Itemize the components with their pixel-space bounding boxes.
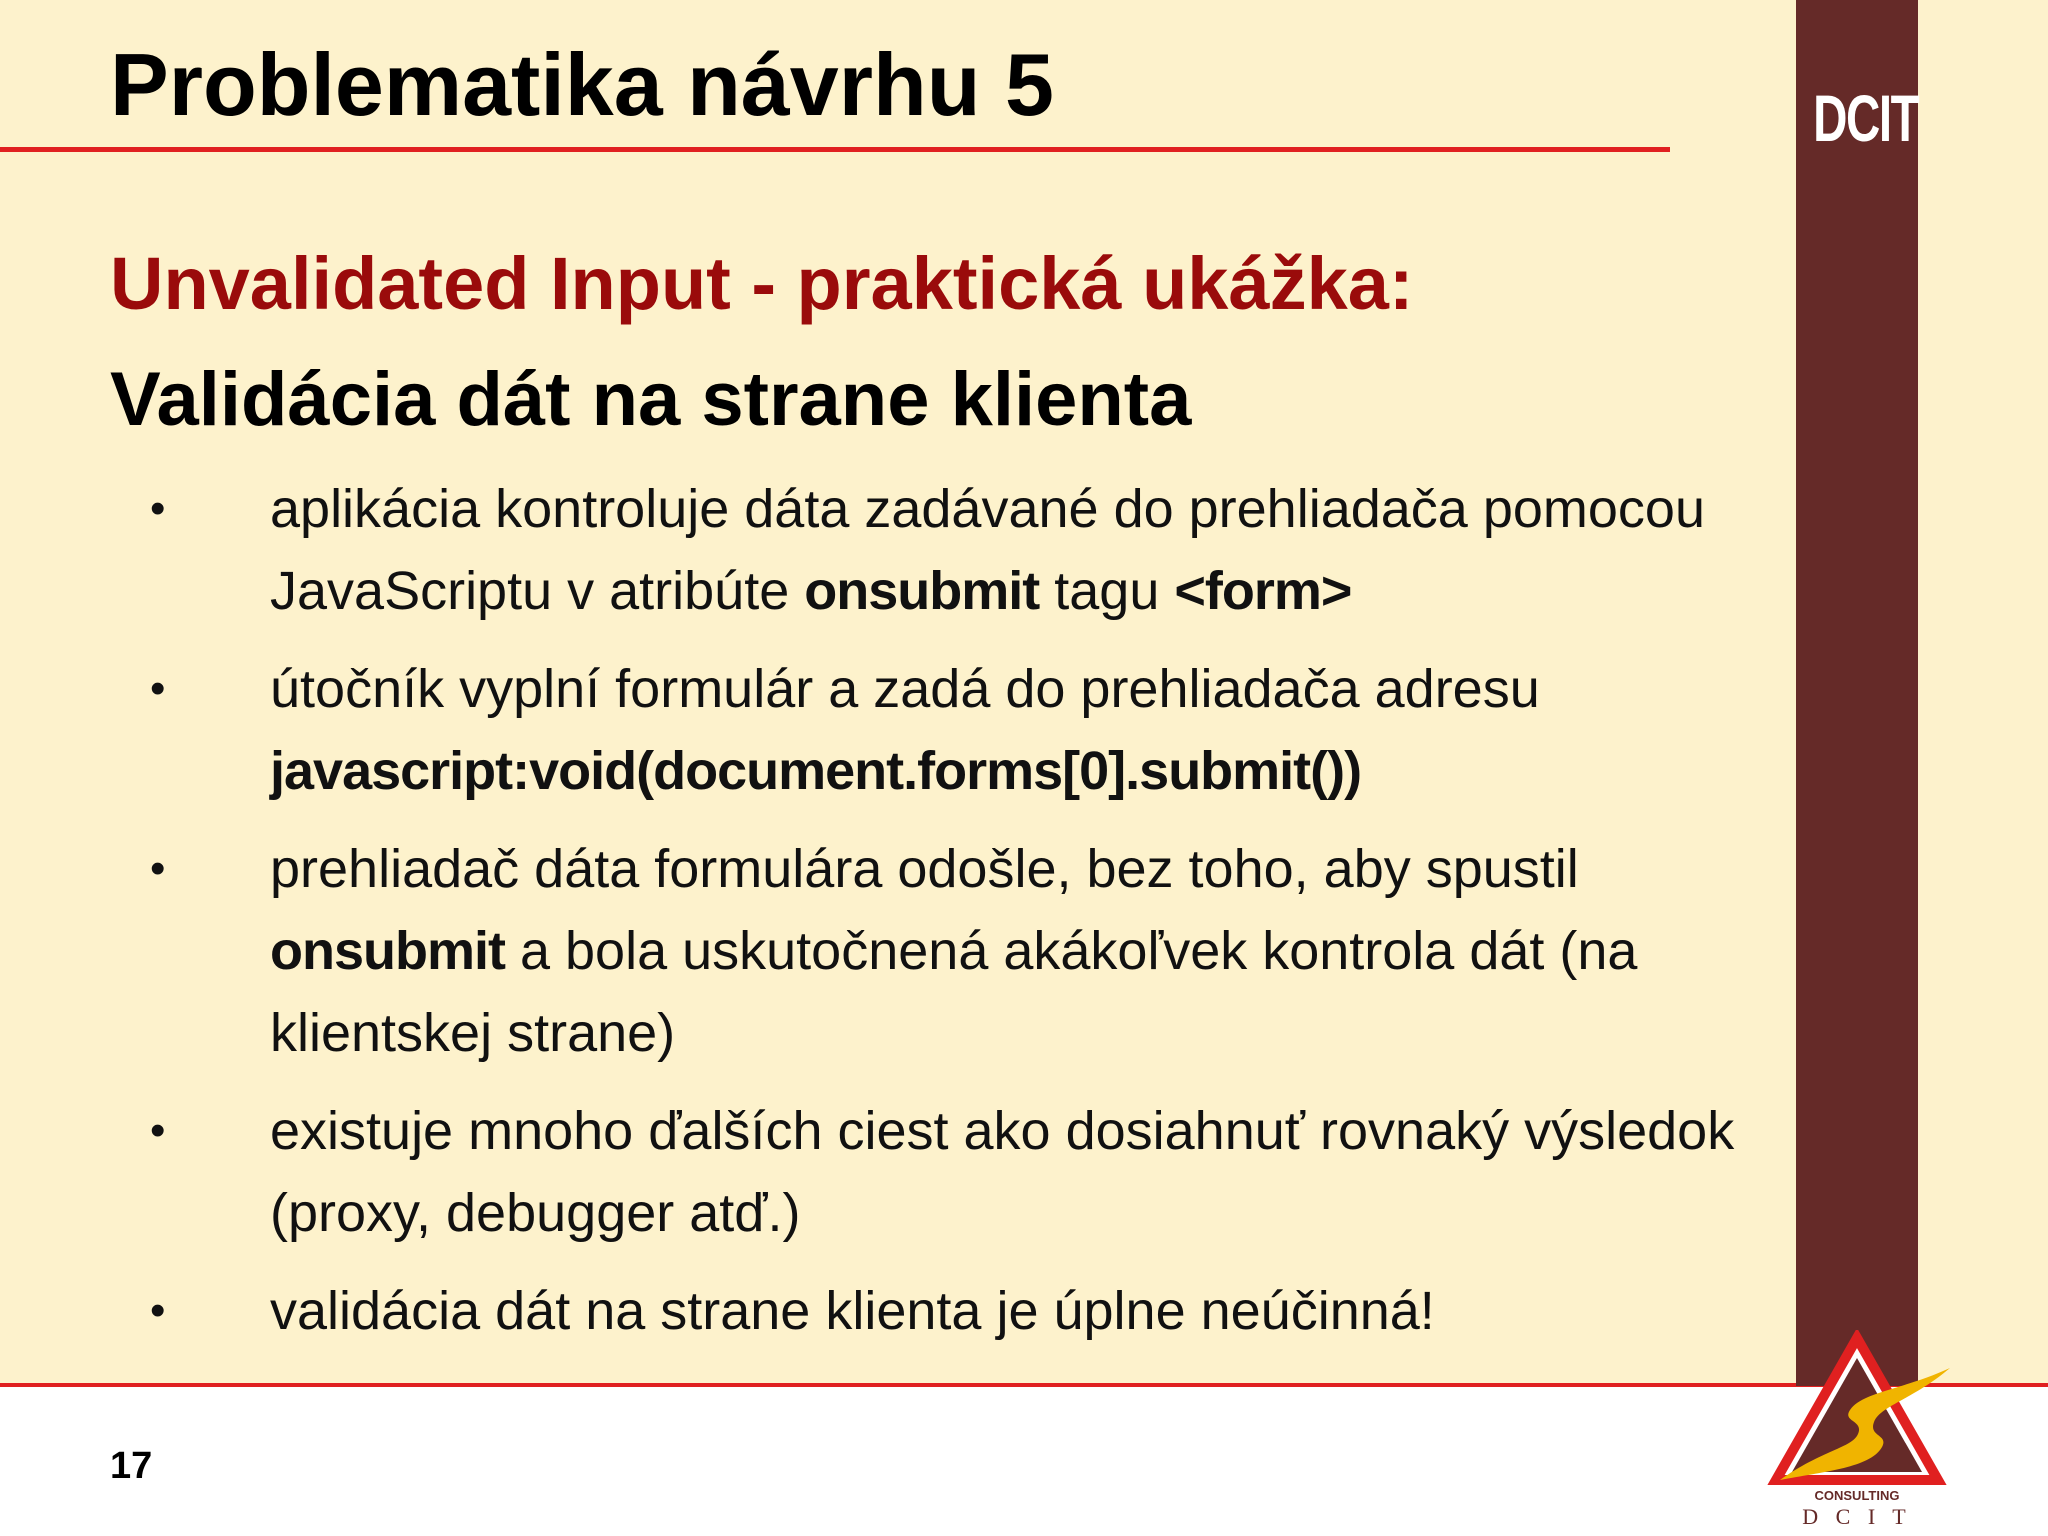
- title-divider: [0, 147, 1670, 152]
- bullet-item: [150, 1270, 1790, 1352]
- slide-footer: [0, 1386, 2048, 1536]
- bullet-text: existuje mnoho ďalších ciest ako dosiahnuť rovnaký výsledok (proxy, debugger atď.): [270, 1101, 1735, 1243]
- bullet-icon: •: [150, 844, 166, 893]
- bullet-icon: •: [150, 484, 166, 533]
- logo-name-text: D C I T: [1802, 1504, 1912, 1529]
- bullet-text: prehliadač dáta formulára odošle, bez toho, aby spustil: [270, 839, 1579, 899]
- code-snippet: onsubmit: [804, 561, 1040, 621]
- bullet-list: [150, 468, 1790, 1368]
- bullet-item: [150, 468, 1790, 632]
- slide-subtitle: Unvalidated Input - praktická ukážka:: [110, 242, 1414, 325]
- bullet-text: a bola uskutočnená akákoľvek kontrola dát (na klientskej strane): [270, 921, 1638, 1063]
- brand-bar-text: DCIT: [1813, 81, 1919, 155]
- bullet-text: aplikácia kontroluje dáta zadávané do prehliadača pomocou JavaScriptu v atribúte: [270, 479, 1705, 621]
- brand-side-bar: [1796, 0, 1918, 1386]
- logo-consulting-text: CONSULTING: [1814, 1488, 1900, 1503]
- bullet-item: [150, 1090, 1790, 1254]
- bullet-text: tagu: [1039, 561, 1175, 621]
- bullet-icon: •: [150, 664, 166, 713]
- bullet-item: [150, 828, 1790, 1074]
- slide-title: Problematika návrhu 5: [110, 35, 1054, 134]
- dcit-logo: [1762, 1330, 1952, 1530]
- code-snippet: <form>: [1174, 561, 1352, 621]
- code-snippet: onsubmit: [270, 921, 505, 981]
- bullet-icon: •: [150, 1106, 166, 1155]
- footer-divider: [0, 1383, 2048, 1387]
- bullet-text: útočník vyplní formulár a zadá do prehliadača adresu: [270, 659, 1540, 719]
- section-heading: Validácia dát na strane klienta: [110, 357, 1192, 442]
- page-number: 17: [110, 1445, 153, 1487]
- bullet-text: validácia dát na strane klienta je úplne neúčinná!: [270, 1281, 1435, 1341]
- bullet-icon: •: [150, 1286, 166, 1335]
- code-snippet: javascript:void(document.forms[0].submit()): [270, 741, 1362, 801]
- bullet-item: [150, 648, 1790, 812]
